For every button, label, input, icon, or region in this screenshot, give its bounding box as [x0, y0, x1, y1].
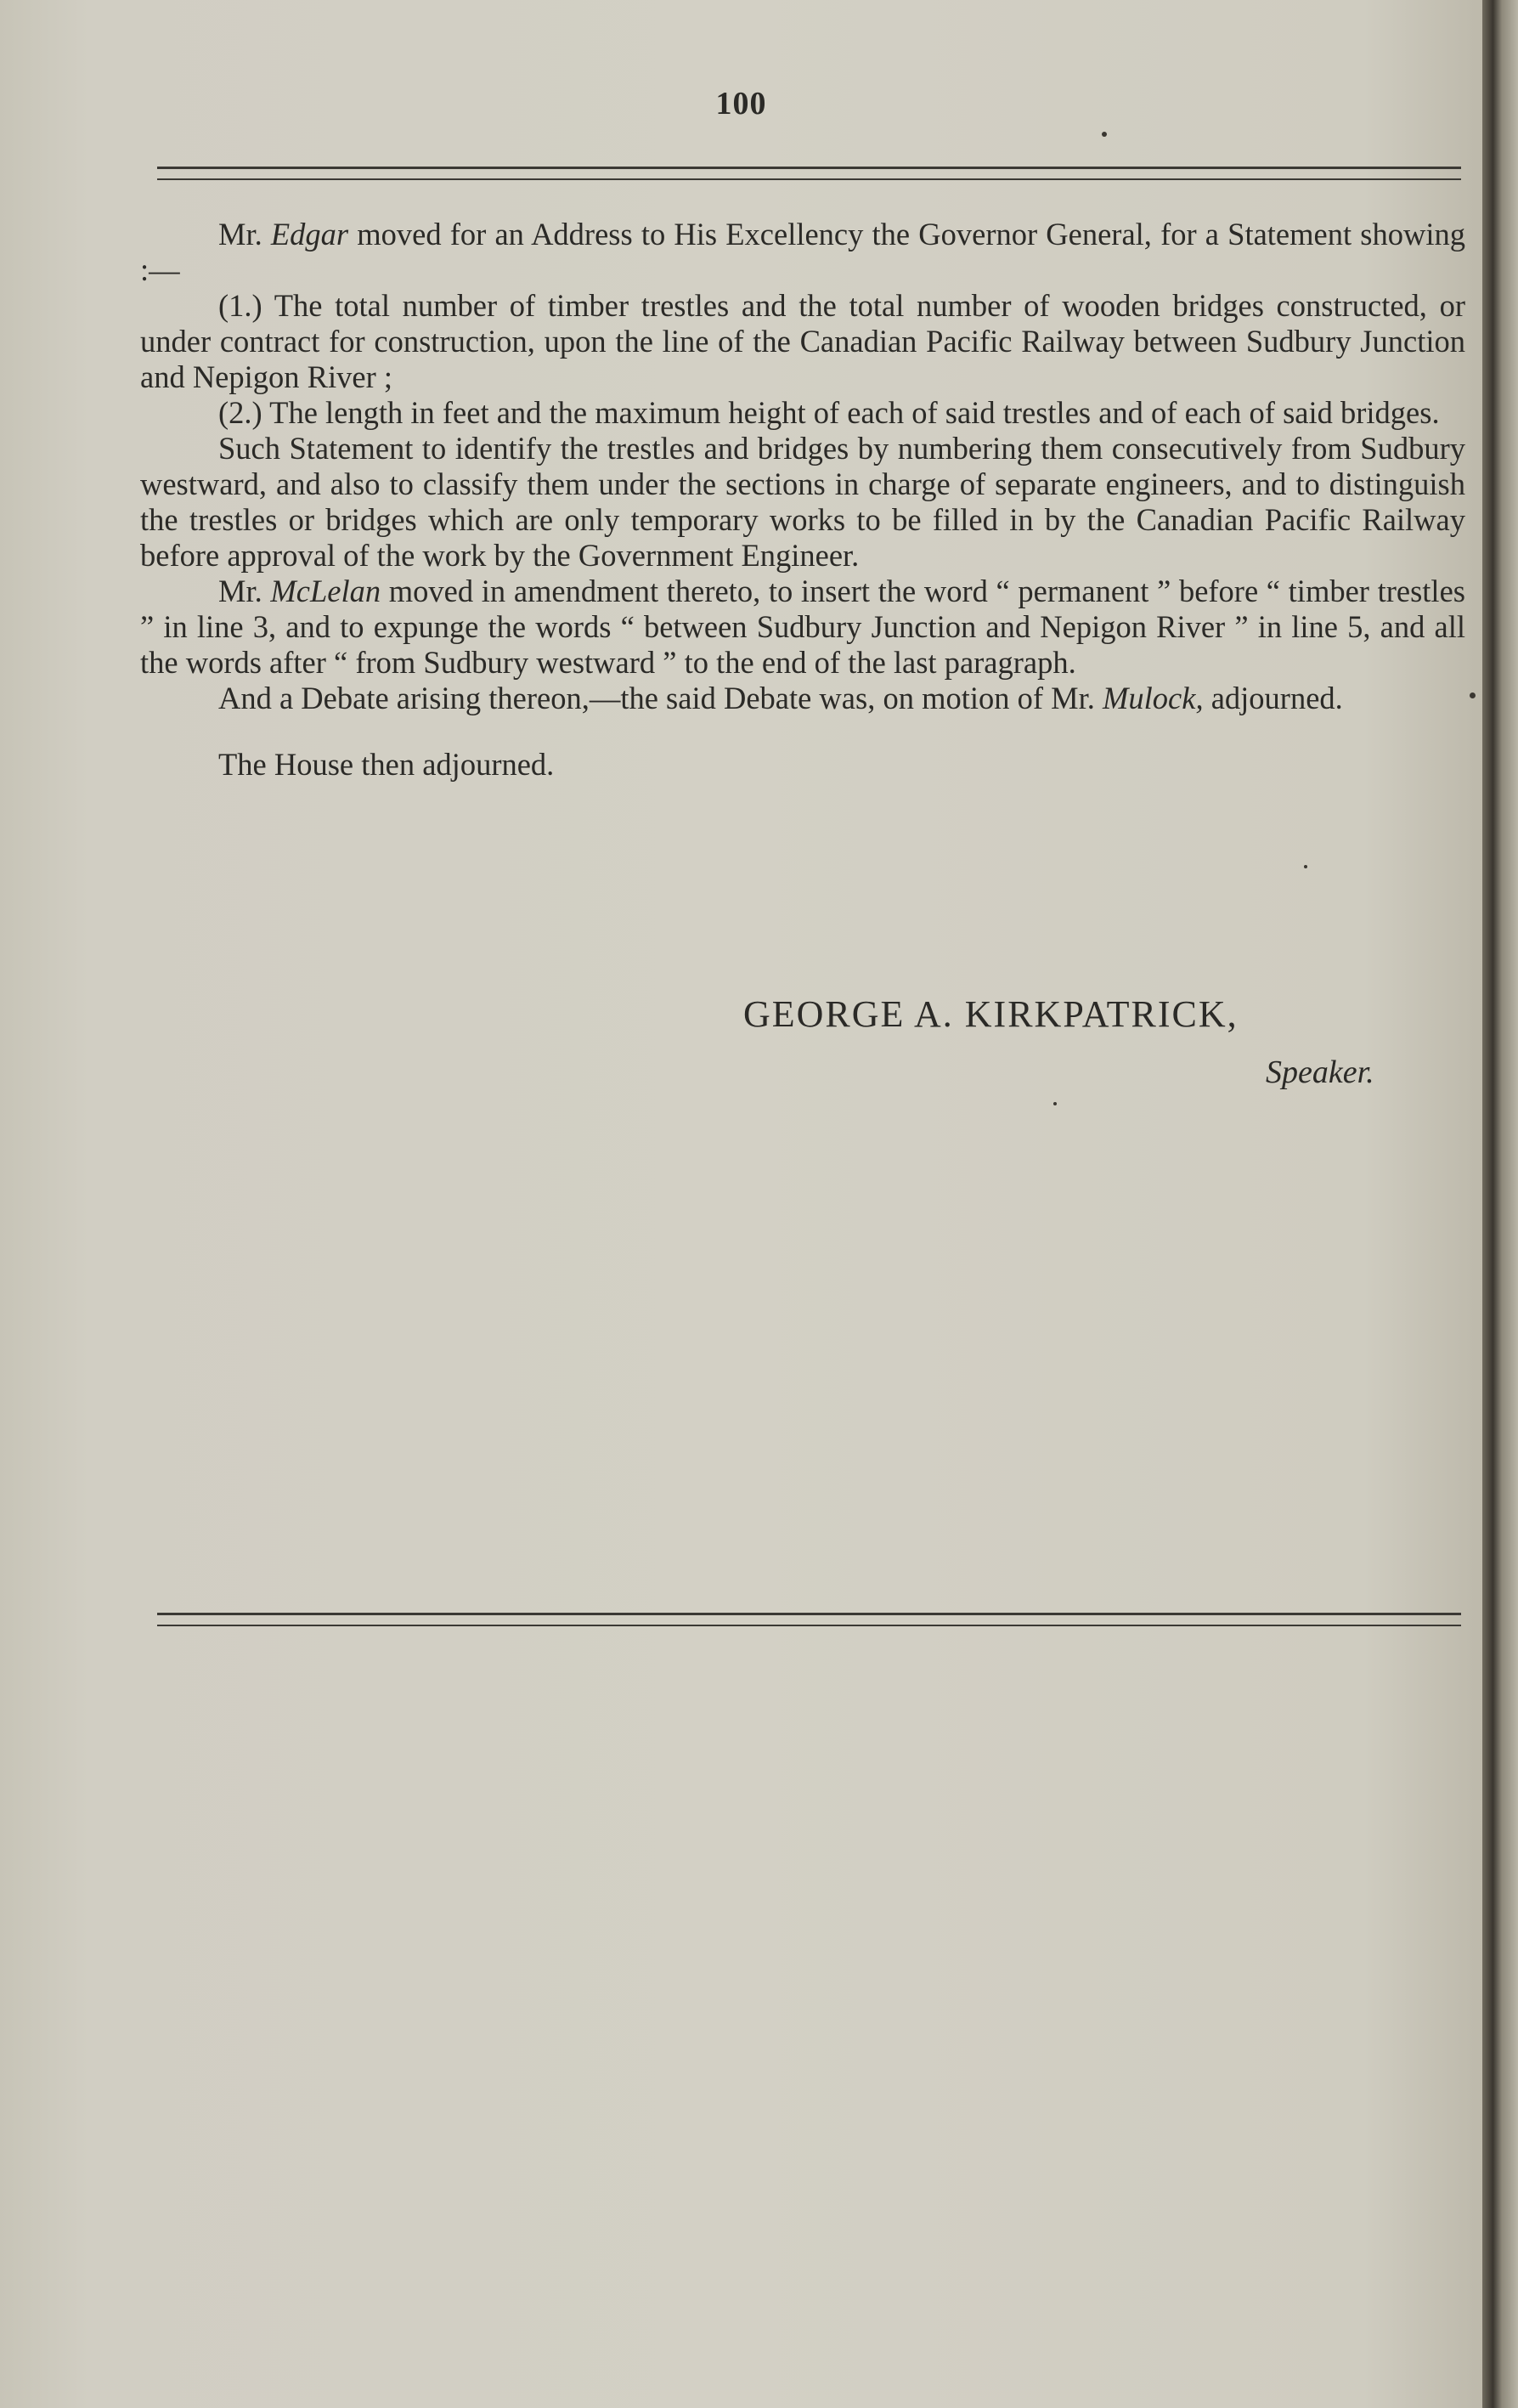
ink-speck — [1304, 865, 1307, 868]
speaker-title: Speaker. — [1266, 1054, 1374, 1090]
ink-speck — [1102, 132, 1107, 137]
header-rule-top — [157, 167, 1461, 169]
member-name-edgar: Edgar — [270, 217, 349, 252]
motion-paragraph: Mr. Edgar moved for an Address to His Excellency the Governor General, for a Statement showing :— — [140, 217, 1465, 287]
amendment-paragraph: Mr. McLelan moved in amendment thereto, to insert the word “ permanent ” before “ timber trestles ” in line 3, and to expunge the words “ between Sudbury Junction and Nepigon River ” in line 5, and all the words after “ from Sudbury westward ” to the end of the last paragraph. — [140, 574, 1465, 680]
header-rule-bottom — [157, 178, 1461, 180]
member-name-mclelan: McLelan — [270, 574, 381, 608]
ink-speck — [1470, 692, 1476, 698]
debate-paragraph: And a Debate arising thereon,—the said Debate was, on motion of Mr. Mulock, adjourned. — [218, 681, 1343, 715]
speaker-name: GEORGE A. KIRKPATRICK, — [743, 993, 1239, 1035]
motion-item-1: (1.) The total number of timber trestles and the total number of wooden bridges constructed, or under contract for construction, upon the line of the Canadian Pacific Railway between Sudbury Junction and Nepigon River ; — [140, 288, 1465, 394]
proceedings-text — [140, 217, 1465, 783]
footer-rule-top — [157, 1613, 1461, 1615]
closing-line: The House then adjourned. — [218, 747, 555, 782]
member-name-mulock: Mulock, — [1103, 681, 1204, 715]
book-spine-edge — [1482, 0, 1518, 2408]
motion-item-2: (2.) The length in feet and the maximum height of each of said trestles and of each of said bridges. — [218, 395, 1440, 430]
ink-speck — [1053, 1102, 1057, 1105]
footer-rule-bottom — [157, 1625, 1461, 1626]
statement-paragraph: Such Statement to identify the trestles and bridges by numbering them consecutively from Sudbury westward, and also to classify them under the sections in charge of separate engineers, and to distinguish the trestles or bridges which are only temporary works to be filled in by the Canadian Pacific Railway before approval of the work by the Government Engineer. — [140, 431, 1465, 573]
page-number: 100 — [715, 86, 767, 122]
